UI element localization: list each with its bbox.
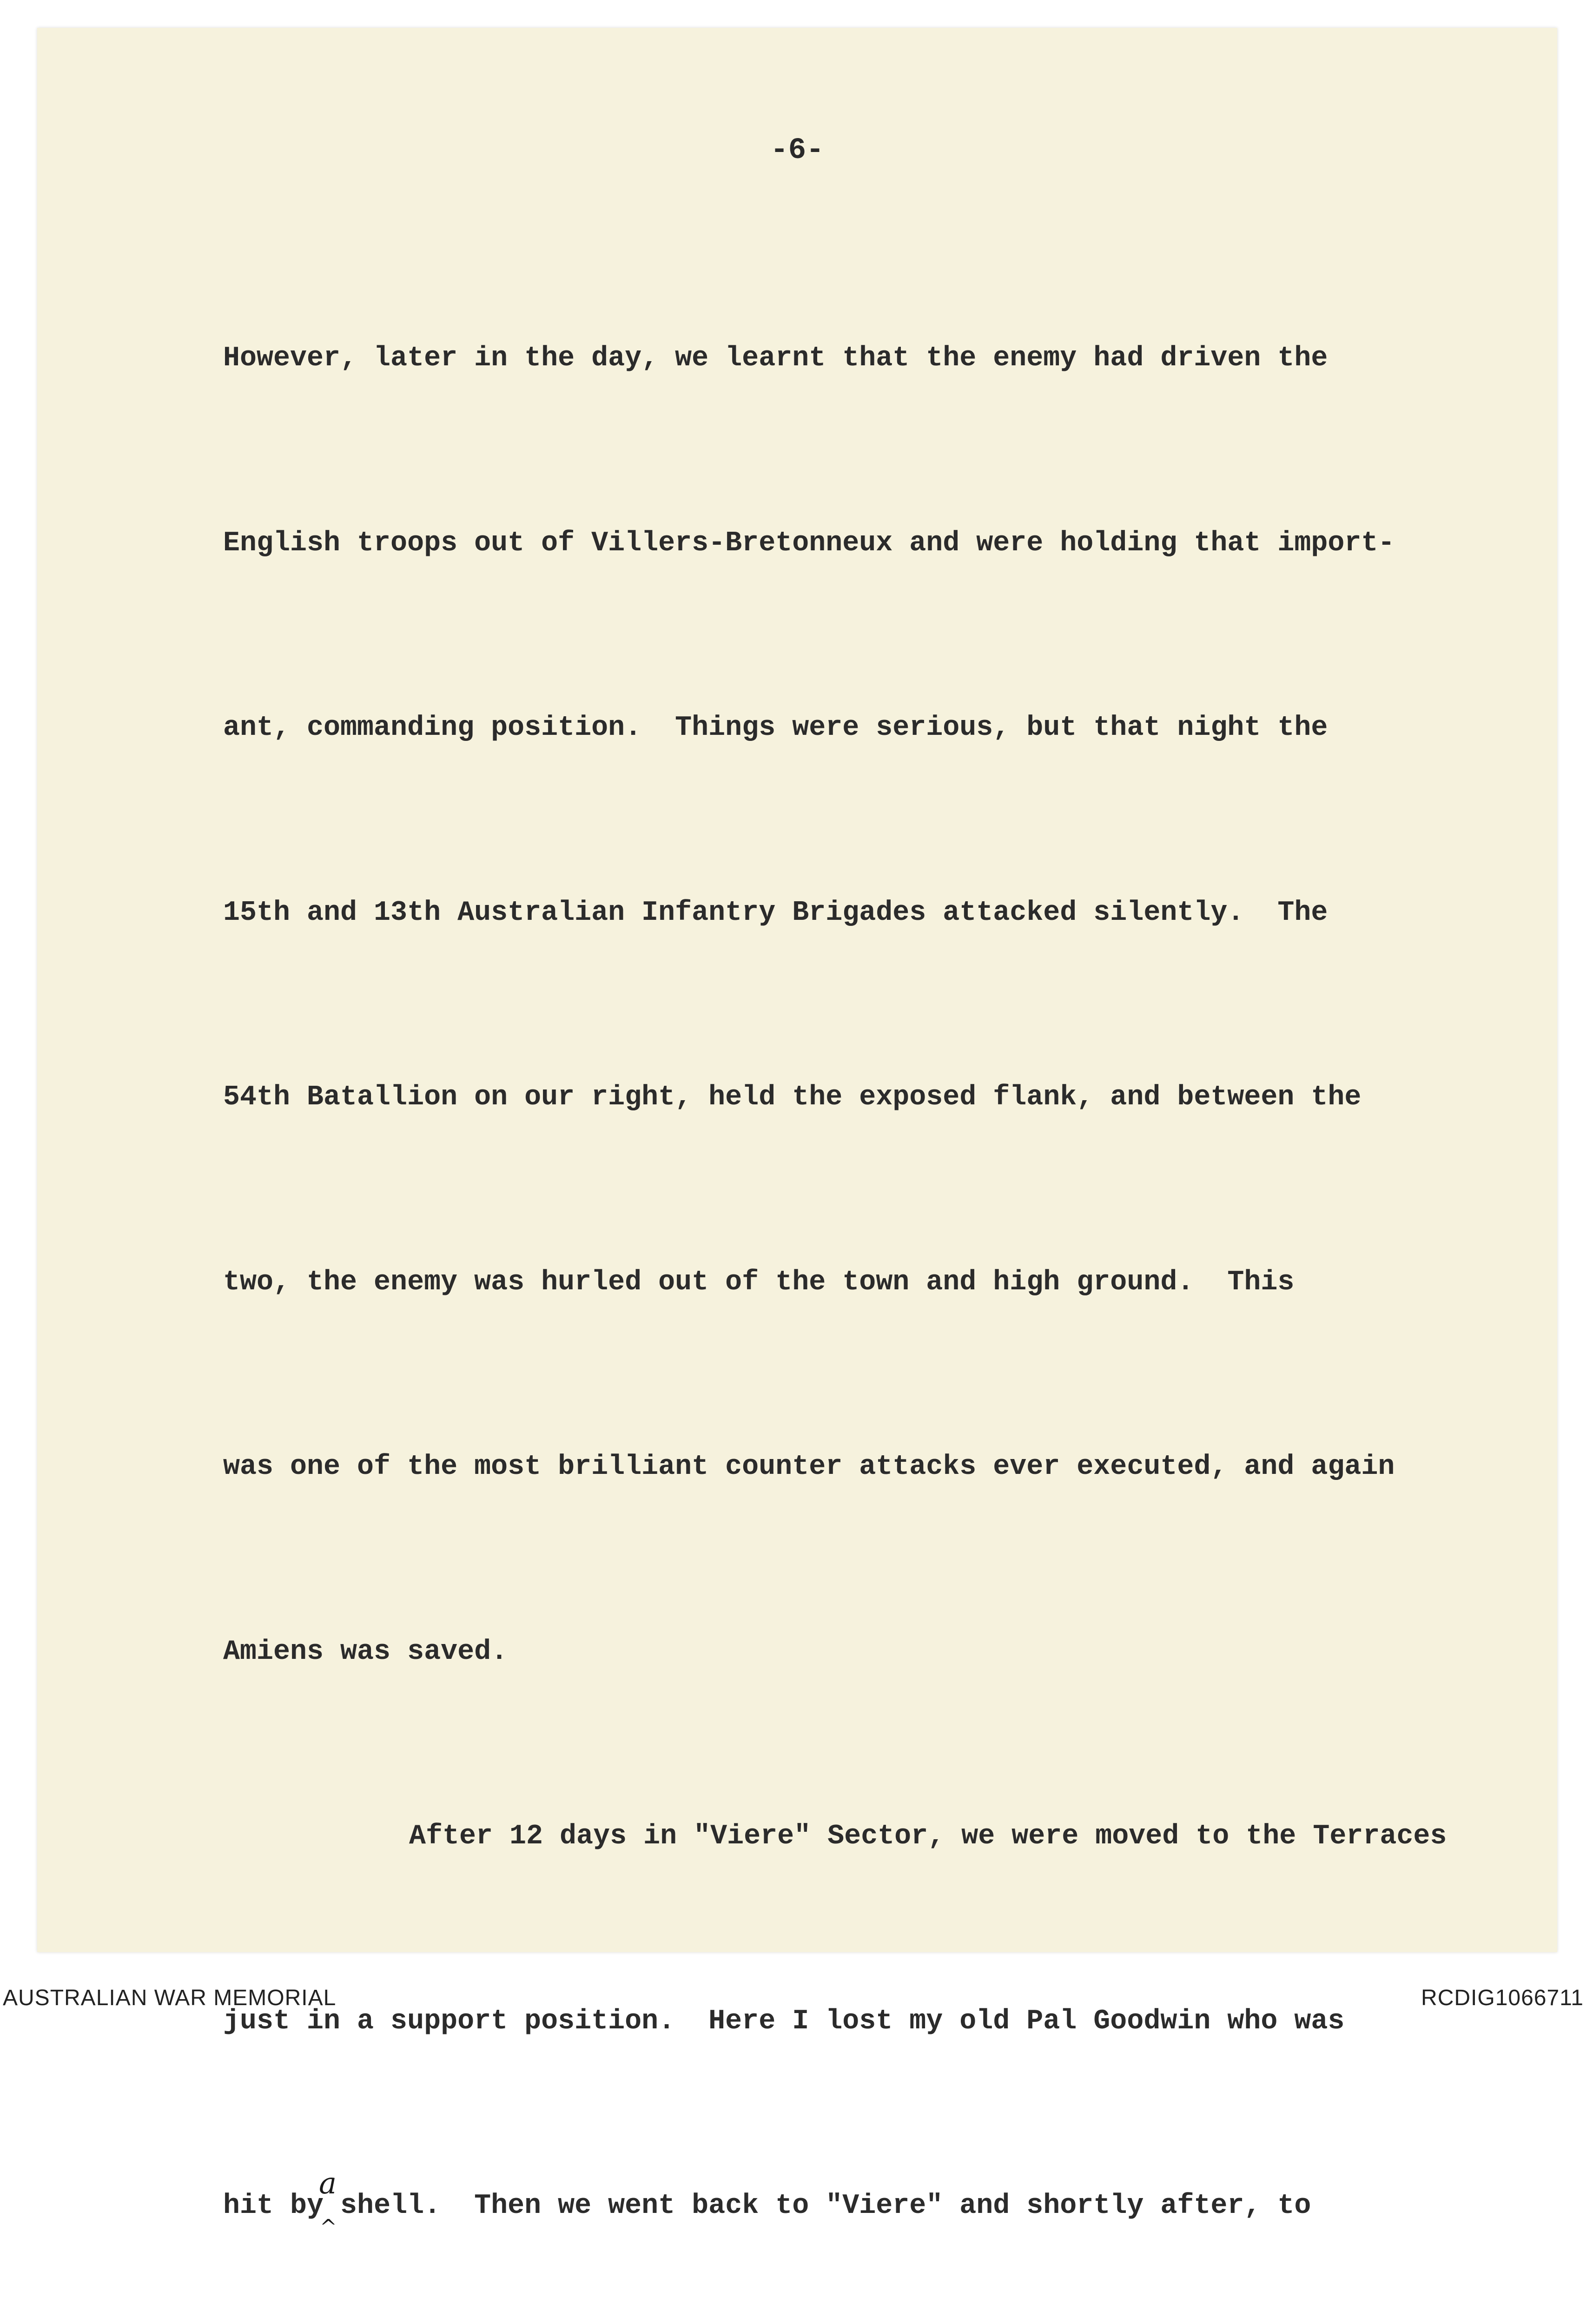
text-line: Amiens was saved.: [223, 1636, 508, 1668]
footer-record-id: RCDIG1066711: [1421, 1986, 1584, 2010]
text-line: After 12 days in "Viere" Sector, we were moved to the Terraces: [409, 1821, 1447, 1852]
text-line: was one of the most brilliant counter attacks ever executed, and again: [223, 1451, 1395, 1483]
text-fragment: shell. Then we went back to "Viere" and shortly after, to: [324, 2190, 1311, 2222]
text-line: two, the enemy was hurled out of the town and high ground. This: [223, 1266, 1295, 1298]
handwritten-caret: ^: [320, 2215, 337, 2239]
footer-archive-label: AUSTRALIAN WAR MEMORIAL: [3, 1986, 337, 2010]
handwritten-a: a: [319, 2166, 337, 2201]
text-line: However, later in the day, we learnt that the enemy had driven the: [223, 343, 1328, 374]
text-fragment: hit by: [223, 2190, 324, 2222]
text-line: 15th and 13th Australian Infantry Brigades attacked silently. The: [223, 897, 1328, 929]
text-line: ant, commanding position. Things were serious, but that night the: [223, 712, 1328, 744]
text-line: 54th Batallion on our right, held the exposed flank, and between the: [223, 1082, 1362, 1113]
text-line-with-insertion: [223, 2166, 1590, 2239]
typed-text-body: [223, 205, 1590, 2324]
text-line: just in a support position. Here I lost my old Pal Goodwin who was: [223, 2005, 1345, 2037]
text-line: English troops out of Villers-Bretonneux and were holding that import-: [223, 527, 1395, 559]
page-number: -6-: [770, 134, 824, 167]
